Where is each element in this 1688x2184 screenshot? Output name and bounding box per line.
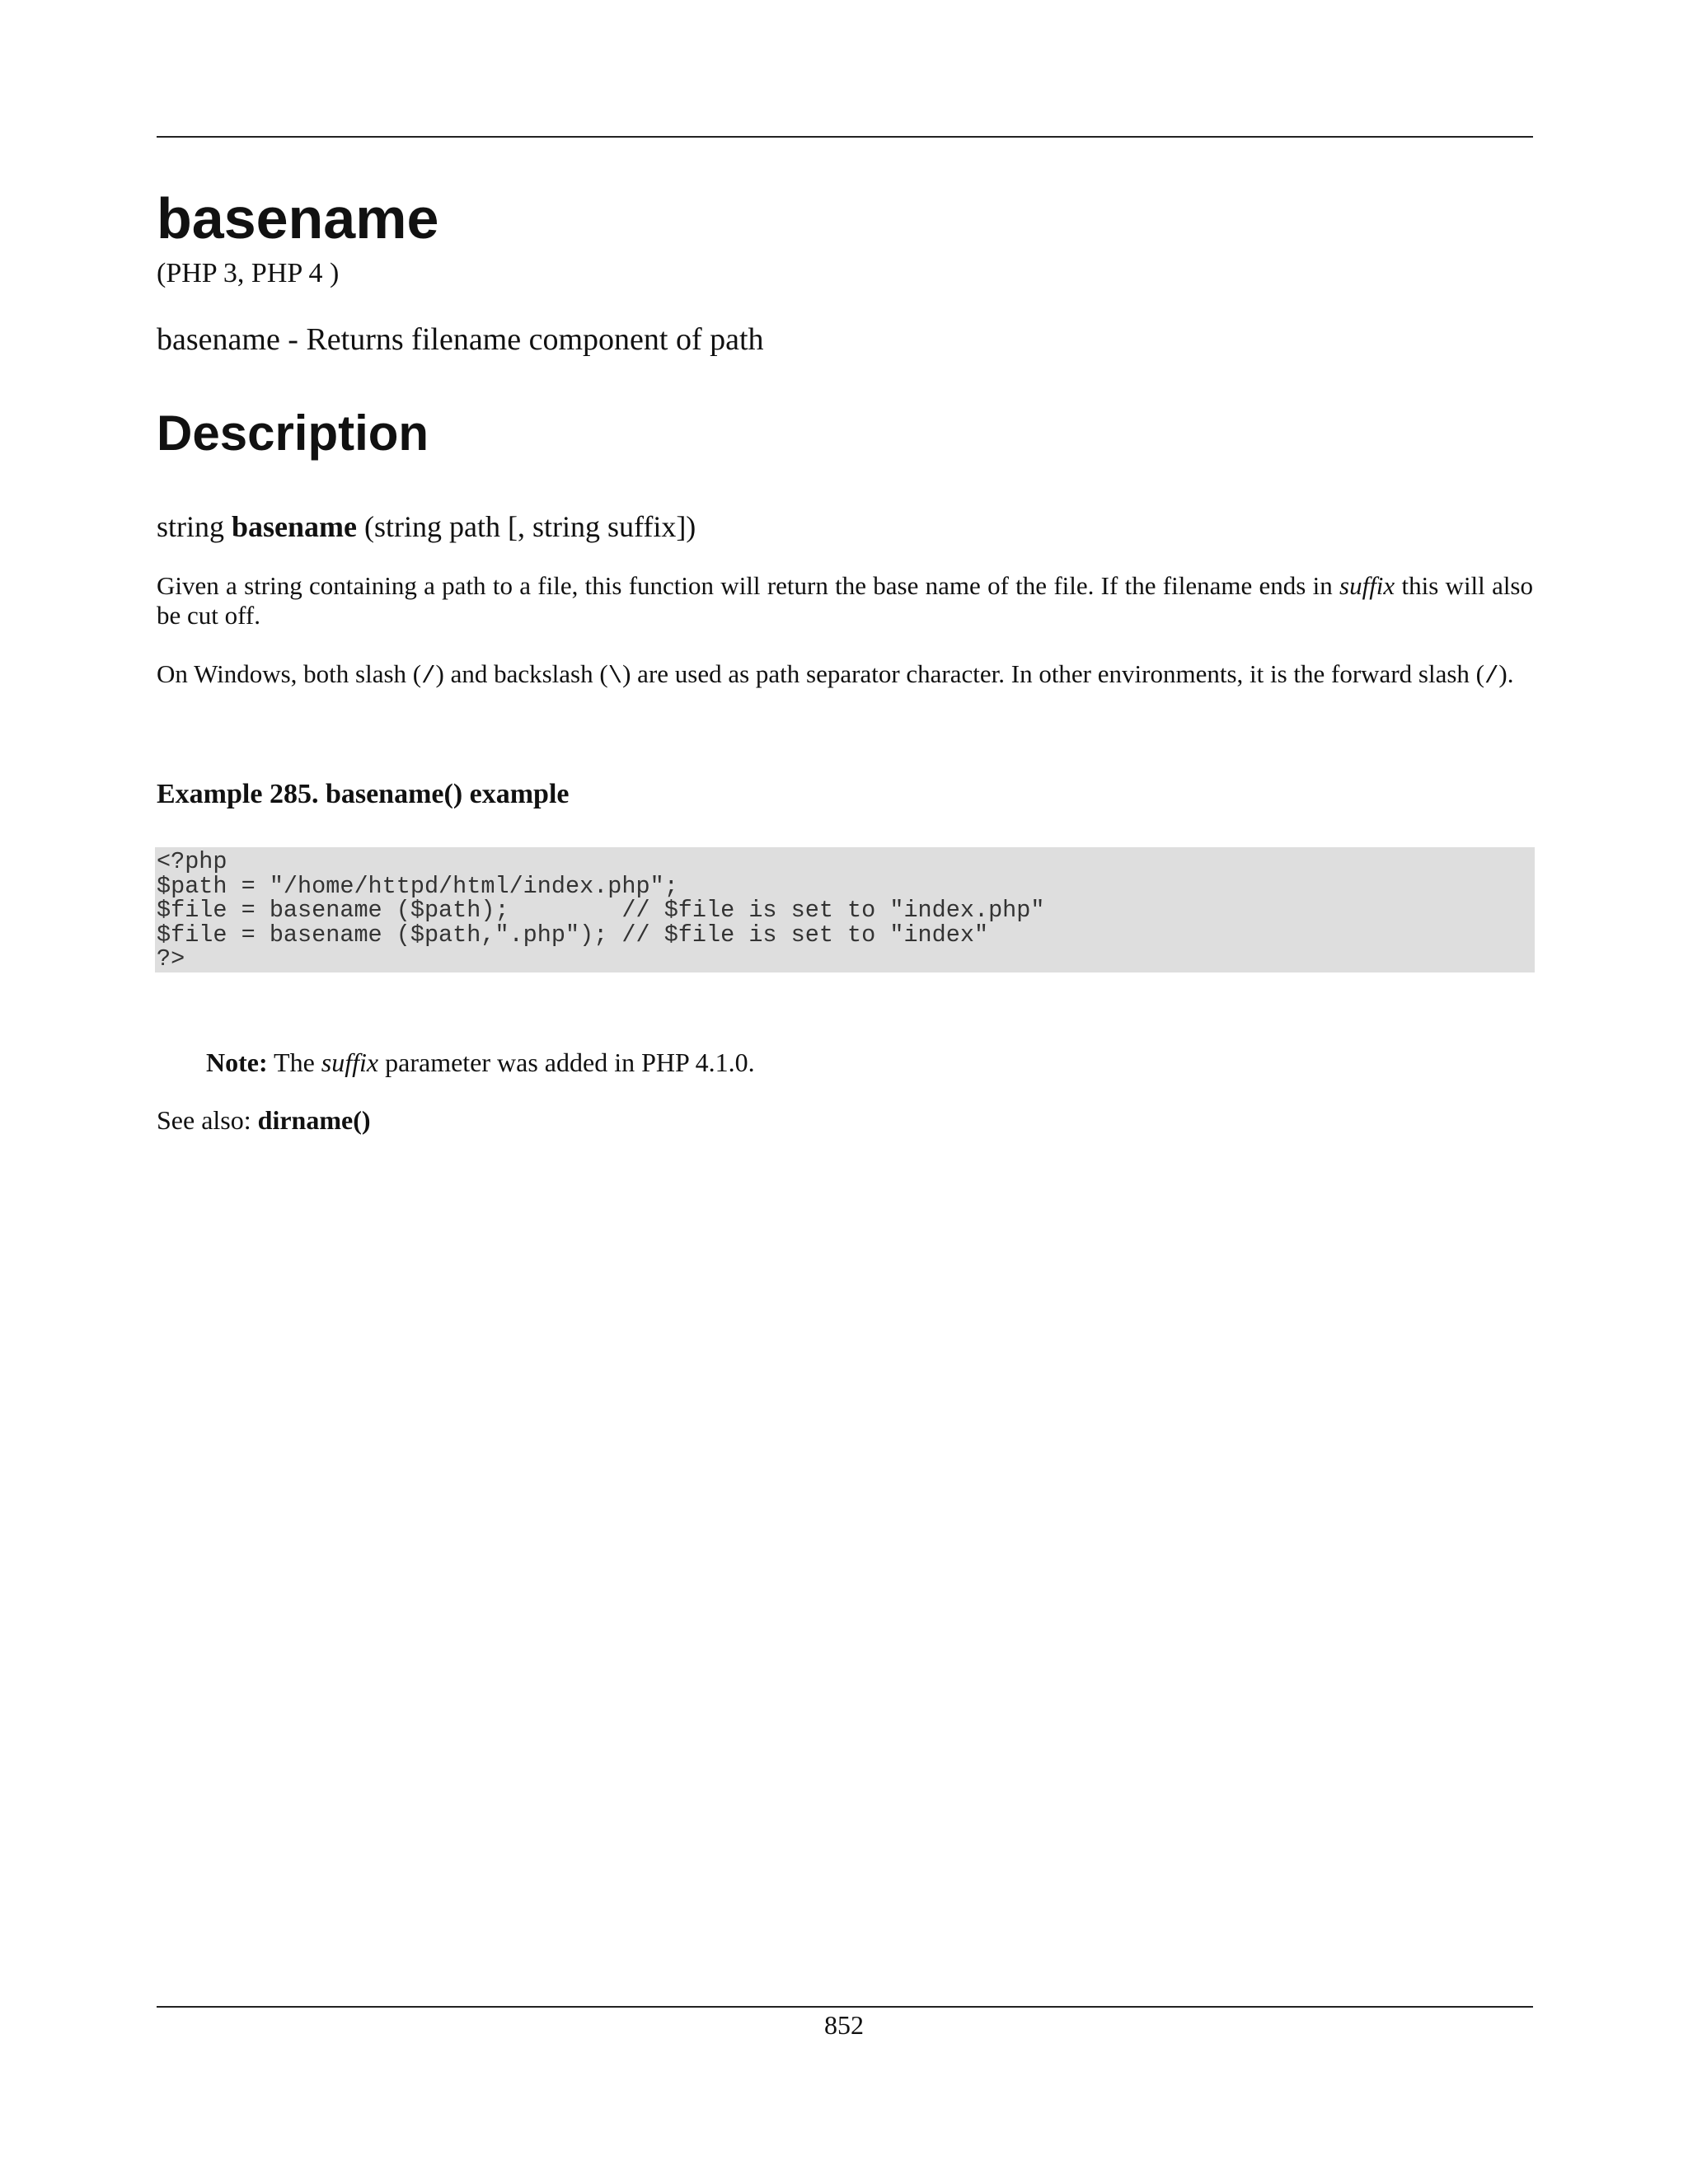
see-also-label: See also: bbox=[157, 1105, 258, 1135]
note-text-before: The bbox=[267, 1047, 321, 1077]
para1-emphasis: suffix bbox=[1339, 571, 1395, 600]
see-also-link-dirname[interactable]: dirname() bbox=[257, 1105, 371, 1135]
para2-backslash: \ bbox=[607, 663, 623, 690]
para1-text-after: this will also be cut off. bbox=[157, 571, 1533, 630]
note bbox=[206, 1048, 755, 1077]
para2-part3: ) are used as path separator character. In other environments, it is the forward slash ( bbox=[622, 659, 1484, 688]
code-example bbox=[155, 847, 1535, 972]
function-synopsis bbox=[157, 511, 696, 544]
synopsis-params: (string path [, string suffix]) bbox=[364, 510, 696, 543]
code-line: $file = basename ($path,".php"); // $file is set to "index" bbox=[157, 921, 989, 949]
synopsis-return-type: string bbox=[157, 510, 225, 543]
footer-rule bbox=[157, 2006, 1533, 2008]
page-number: 852 bbox=[824, 2010, 864, 2040]
description-paragraph-1 bbox=[157, 571, 1533, 630]
example-title: Example 285. basename() example bbox=[157, 779, 570, 809]
para2-slash-2: / bbox=[1484, 663, 1499, 690]
note-emphasis: suffix bbox=[321, 1047, 379, 1077]
header-rule bbox=[157, 136, 1533, 138]
php-versions: (PHP 3, PHP 4 ) bbox=[157, 258, 340, 288]
code-line: <?php bbox=[157, 848, 227, 875]
code-line: ?> bbox=[157, 945, 185, 972]
para2-part2: ) and backslash ( bbox=[435, 659, 608, 688]
code-line: $path = "/home/httpd/html/index.php"; bbox=[157, 872, 678, 900]
note-label: Note: bbox=[206, 1047, 268, 1077]
see-also bbox=[157, 1106, 371, 1135]
para1-text-before: Given a string containing a path to a file, this function will return the base name of the file. If the filename ends in bbox=[157, 571, 1340, 600]
description-paragraph-2 bbox=[157, 659, 1533, 691]
description-heading: Description bbox=[157, 405, 429, 461]
para2-slash: / bbox=[421, 663, 436, 690]
refname-summary: basename - Returns filename component of path bbox=[157, 322, 764, 357]
para2-part1: On Windows, both slash ( bbox=[157, 659, 422, 688]
code-line: $file = basename ($path); // $file is set to "index.php" bbox=[157, 897, 1045, 924]
para2-part4: ). bbox=[1498, 659, 1514, 688]
page-title: basename bbox=[157, 186, 439, 251]
note-text-after: parameter was added in PHP 4.1.0. bbox=[378, 1047, 755, 1077]
synopsis-function-name: basename bbox=[232, 510, 358, 543]
